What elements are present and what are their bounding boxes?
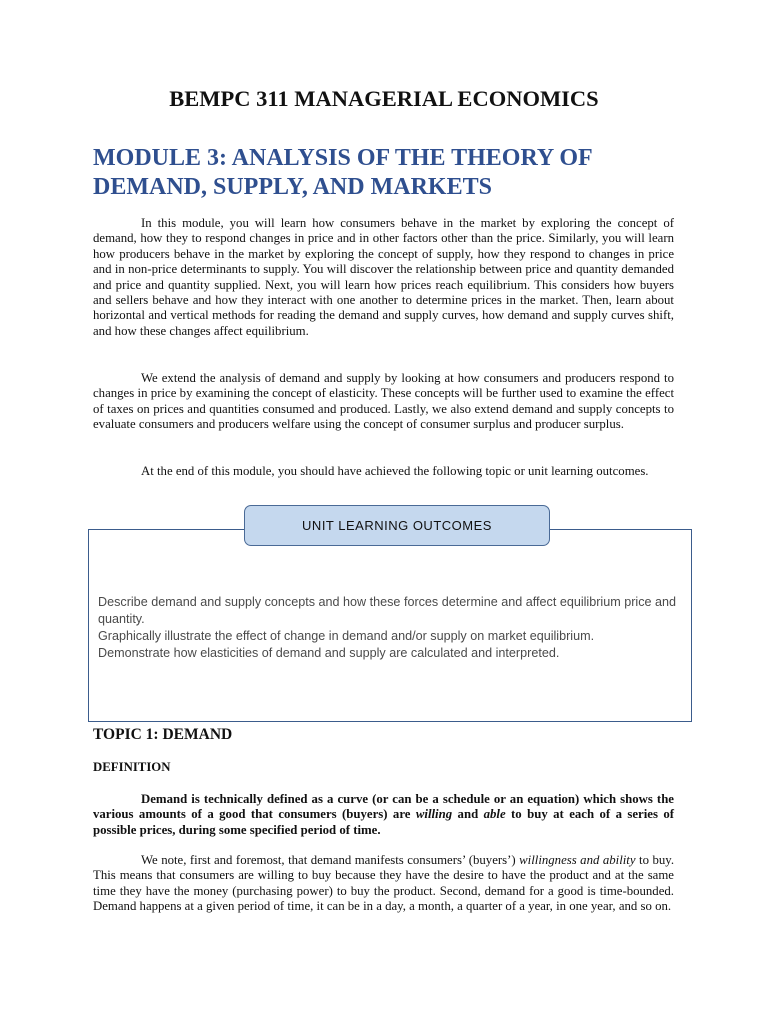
- learning-outcome-item: Demonstrate how elasticities of demand and supply are calculated and interpreted.: [98, 646, 560, 660]
- demand-explanation-part-1: We note, first and foremost, that demand manifests consumers’ (buyers’): [141, 853, 520, 867]
- definition-text: [93, 792, 674, 838]
- demand-explanation-part-2: to buy. This means that consumers are willing to buy because they have the desire to have the product and at the same time they have the money (purchasing power) to buy the product. Second, demand for a good is time-bounded. Demand happens at a given period of time, it can be in a day, a month, a quarter of a year, in one year, and so on.: [93, 853, 675, 914]
- module-title: MODULE 3: ANALYSIS OF THE THEORY OF DEMAND, SUPPLY, AND MARKETS: [93, 145, 592, 200]
- definition-term-willing: willing: [415, 807, 453, 822]
- definition-text-part-1: Demand is technically defined as a curve (or can be a schedule or an equation) which shows the various amounts of a good that consumers (buyers) are: [93, 792, 674, 822]
- definition-text-and: and: [452, 807, 484, 822]
- learning-outcome-item: Graphically illustrate the effect of change in demand and/or supply on market equilibrium.: [98, 629, 595, 643]
- learning-outcomes-header: UNIT LEARNING OUTCOMES: [244, 505, 550, 546]
- intro-paragraph-1: In this module, you will learn how consumers behave in the market by exploring the concept of demand, how they to respond changes in price and in other factors other than the price. Similarly, you will learn how producers behave in the market by exploring the concept of supply, how they respond to changes in price and in non-price determinants to supply. You will discover the relationship between price and quantity demanded and price and quantity supplied. Next, you will learn how prices reach equilibrium. This considers how buyers and sellers behave and how they interact with one another to determine prices in the market. Then, learn about horizontal and vertical methods for reading the demand and supply curves, how demand and supply curves shift, and how these changes affect equilibrium.: [93, 216, 674, 338]
- learning-outcome-item: Describe demand and supply concepts and how these forces determine and affect equilibrium price and quantity.: [98, 595, 677, 626]
- definition-label: DEFINITION: [93, 760, 171, 774]
- demand-explanation-emphasis: willingness and ability: [519, 853, 636, 867]
- course-title: BEMPC 311 MANAGERIAL ECONOMICS: [169, 86, 599, 111]
- topic-heading: TOPIC 1: DEMAND: [93, 726, 233, 743]
- demand-explanation-paragraph: [93, 853, 674, 915]
- definition-text-part-2: to buy at each of a series of possible prices, during some specified period of time.: [93, 807, 674, 837]
- intro-paragraph-3: At the end of this module, you should have achieved the following topic or unit learning outcomes.: [141, 464, 649, 478]
- learning-outcomes-list: [98, 594, 683, 662]
- definition-term-able: able: [483, 807, 506, 822]
- intro-paragraph-2: We extend the analysis of demand and supply by looking at how consumers and producers respond to changes in price by examining the concept of elasticity. These concepts will be further used to examine the effect of taxes on prices and quantities consumed and produced. Lastly, we also extend demand and supply concepts to evaluate consumers and producers welfare using the concept of consumer surplus and producer surplus.: [93, 371, 674, 432]
